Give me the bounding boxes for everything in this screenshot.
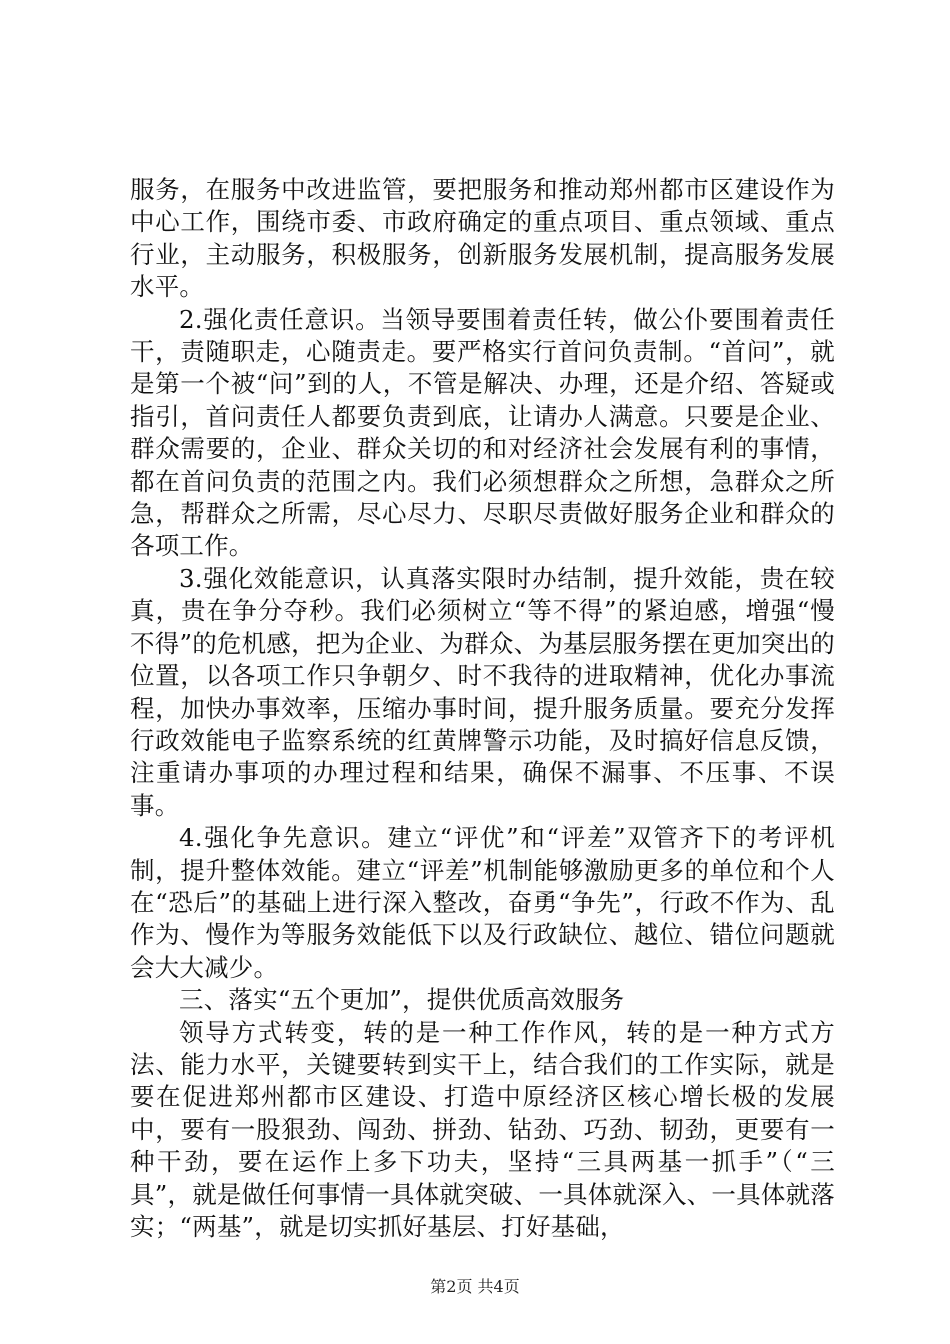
document-body [130,174,835,1243]
paragraph-efficiency: 3.强化效能意识，认真落实限时办结制，提升效能，贵在较真，贵在争分夺秒。我们必须树立“等不得”的紧迫感，增强“慢不得”的危机感，把为企业、为群众、为基层服务摆在更加突出的位置，以各项工作只争朝夕、时不我待的进取精神，优化办事流程，加快办事效率，压缩办事时间，提升服务质量。要充分发挥行政效能电子监察系统的红黄牌警示功能，及时搞好信息反馈，注重请办事项的办理过程和结果，确保不漏事、不压事、不误事。 [130,563,835,820]
paragraph-continuation: 服务，在服务中改进监管，要把服务和推动郑州都市区建设作为中心工作，围绕市委、市政府确定的重点项目、重点领域、重点行业，主动服务，积极服务，创新服务发展机制，提高服务发展水平。 [130,175,835,302]
paragraph-leadership: 领导方式转变，转的是一种工作作风，转的是一种方式方法、能力水平，关键要转到实干上，结合我们的工作实际，就是要在促进郑州都市区建设、打造中原经济区核心增长极的发展中，要有一股狠劲、闯劲、拼劲、钻劲、巧劲、韧劲，更要有一种干劲，要在运作上多下功夫，坚持“三具两基一抓手”（“三具”，就是做任何事情一具体就突破、一具体就深入、一具体就落实；“两基”，就是切实抓好基层、打好基础， [130,1017,835,1241]
paragraph-excellence: 4.强化争先意识。建立“评优”和“评差”双管齐下的考评机制，提升整体效能。建立“评差”机制能够激励更多的单位和个人在“恐后”的基础上进行深入整改，奋勇“争先”，行政不作为、乱作为、慢作为等服务效能低下以及行政缺位、越位、错位问题就会大大减少。 [130,823,835,982]
page-number-footer: 第2页 共4页 [430,1277,520,1296]
paragraph-responsibility: 2.强化责任意识。当领导要围着责任转，做公仆要围着责任干，责随职走，心随责走。要严格实行首问负责制。“首问”，就是第一个被“问”到的人，不管是解决、办理，还是介绍、答疑或指引，首问责任人都要负责到底，让请办人满意。只要是企业、群众需要的，企业、群众关切的和对经济社会发展有利的事情，都在首问负责的范围之内。我们必须想群众之所想，急群众之所急，帮群众之所需，尽心尽力、尽职尽责做好服务企业和群众的各项工作。 [130,304,835,561]
section-heading: 三、落实“五个更加”，提供优质高效服务 [179,985,625,1015]
